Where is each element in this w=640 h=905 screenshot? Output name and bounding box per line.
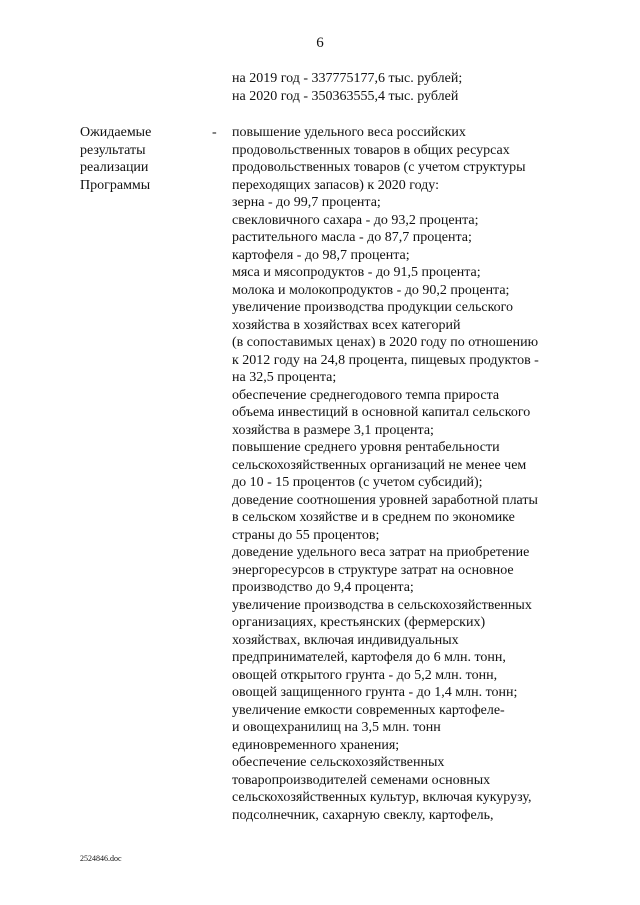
content-line: объема инвестиций в основной капитал сельского [232, 405, 531, 420]
content-line: товаропроизводителей семенами основных [232, 772, 491, 788]
footer-filename: 2524846.doc [80, 854, 122, 863]
content-line: предпринимателей, картофеля до 6 млн. тонн, [232, 650, 506, 665]
content-line: овощей защищенного грунта - до 1,4 млн. тонн; [232, 685, 518, 700]
funding-line-2020: на 2020 год - 350363555,4 тыс. рублей [232, 88, 459, 104]
content-line: энергоресурсов в структуре затрат на основное [232, 562, 514, 578]
content-line: подсолнечник, сахарную свеклу, картофель, [232, 807, 494, 823]
content-line: хозяйства в хозяйствах всех категорий [232, 317, 461, 333]
content-line: страны до 55 процентов; [232, 527, 380, 543]
content-line: растительного масла - до 87,7 процента; [232, 230, 472, 245]
page-number: 6 [316, 35, 324, 51]
section-label [80, 124, 200, 194]
content-line: производство до 9,4 процента; [232, 580, 414, 595]
content-line: овощей открытого грунта - до 5,2 млн. тонн, [232, 667, 498, 683]
content-line: до 10 - 15 процентов (с учетом субсидий); [232, 475, 483, 490]
content-line: молока и молокопродуктов - до 90,2 процента; [232, 282, 510, 298]
content-line: доведение удельного веса затрат на приобретение [232, 545, 530, 560]
content-line: повышение удельного веса российских [232, 125, 466, 140]
content-line: хозяйствах, включая индивидуальных [232, 632, 459, 648]
content-line: свекловичного сахара - до 93,2 процента; [232, 212, 479, 228]
content-line: и овощехранилищ на 3,5 млн. тонн [232, 720, 441, 735]
content-line: продовольственных товаров (с учетом структуры [232, 160, 526, 175]
content-line: сельскохозяйственных организаций не менее чем [232, 457, 527, 473]
content-line: хозяйства в размере 3,1 процента; [232, 422, 434, 438]
section-label-line: Программы [80, 177, 151, 193]
content-line: (в сопоставимых ценах) в 2020 году по отношению [232, 335, 539, 350]
content-line: мяса и мясопродуктов - до 91,5 процента; [232, 265, 481, 280]
content-line: повышение среднего уровня рентабельности [232, 440, 500, 455]
content-line: организациях, крестьянских (фермерских) [232, 615, 486, 630]
content-line: увеличение производства в сельскохозяйственных [232, 597, 532, 613]
content-line: увеличение производства продукции сельского [232, 300, 514, 315]
section-label-line: результаты [80, 142, 146, 158]
content-line: обеспечение сельскохозяйственных [232, 755, 445, 770]
section-label-line: реализации [80, 160, 149, 175]
funding-intro [232, 70, 562, 105]
content-line: переходящих запасов) к 2020 году: [232, 177, 440, 193]
content-line: в сельском хозяйстве и в среднем по экономике [232, 510, 515, 525]
funding-line-2019: на 2019 год - 337775177,6 тыс. рублей; [232, 71, 463, 86]
section-label-line: Ожидаемые [80, 125, 152, 140]
content-line: обеспечение среднегодового темпа прироста [232, 387, 500, 403]
content-line: к 2012 году на 24,8 процента, пищевых продуктов - [232, 352, 539, 368]
section-content [232, 124, 562, 824]
content-line: на 32,5 процента; [232, 370, 337, 385]
content-line: единовременного хранения; [232, 737, 400, 753]
content-line: доведение соотношения уровней заработной платы [232, 492, 538, 508]
content-line: увеличение емкости современных картофеле- [232, 702, 505, 718]
content-line: сельскохозяйственных культур, включая кукурузу, [232, 790, 532, 805]
content-line: зерна - до 99,7 процента; [232, 195, 381, 210]
content-line: картофеля - до 98,7 процента; [232, 247, 410, 263]
section-dash: - [212, 125, 217, 140]
content-line: продовольственных товаров в общих ресурсах [232, 142, 510, 158]
